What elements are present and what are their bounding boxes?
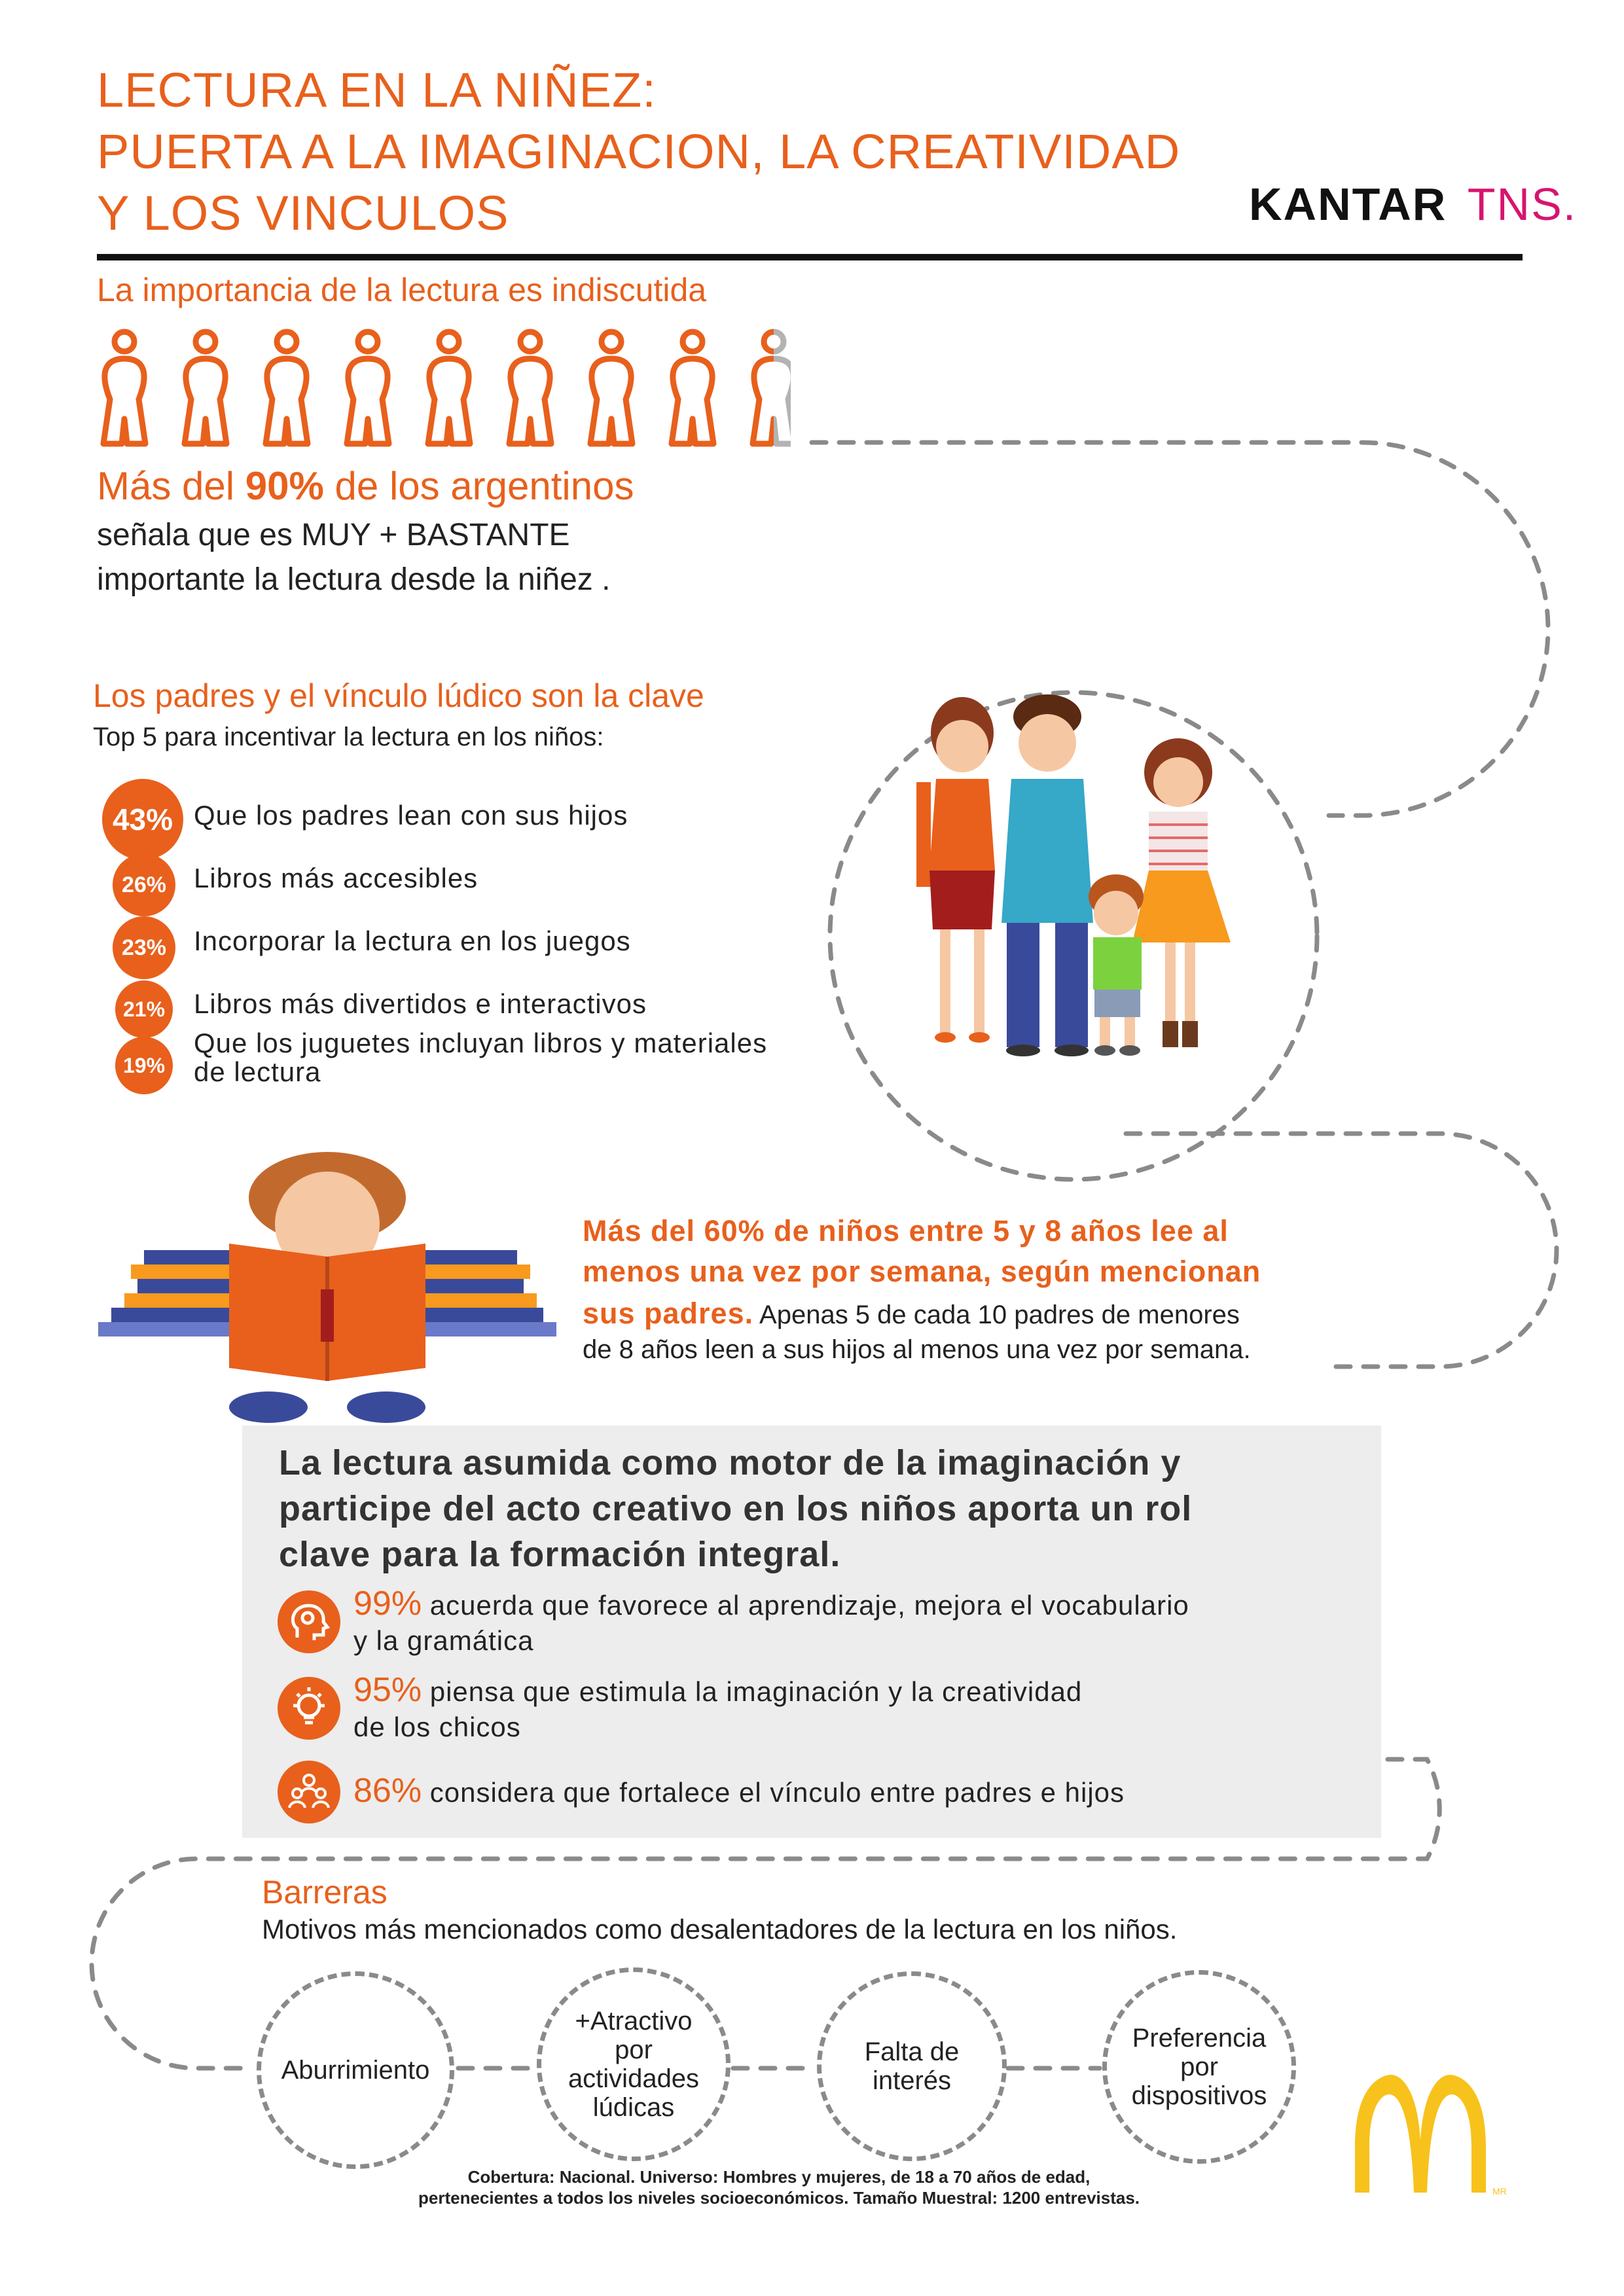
top5-pct-2: 26% xyxy=(113,853,175,916)
top5-label-2: Libros más accesibles xyxy=(194,863,478,893)
parents-subheading: Top 5 para incentivar la lectura en los niños: xyxy=(93,723,604,751)
head-brain-icon xyxy=(278,1590,340,1653)
title-line-2: PUERTA A LA IMAGINACION, LA CREATIVIDAD xyxy=(97,124,1181,179)
title-line-1: LECTURA EN LA NIÑEZ: xyxy=(97,63,657,117)
header-rule xyxy=(97,254,1523,260)
top5-pct-1: 43% xyxy=(102,779,183,860)
barriers-subheading: Motivos más mencionados como desalentadores de la lectura en los niños. xyxy=(262,1914,1178,1945)
family-illustration xyxy=(890,694,1257,1086)
mcdonalds-arches-logo xyxy=(1348,2068,1499,2199)
importance-stat: Más del 90% de los argentinos xyxy=(97,464,634,508)
motor-heading: La lectura asumida como motor de la imaginación y participe del acto creativo en los niños aporta un rol clave para la formación integral. xyxy=(279,1443,1193,1574)
child-reading-illustration xyxy=(98,1152,556,1427)
top5-pct-4: 21% xyxy=(115,980,173,1038)
top5-pct-5: 19% xyxy=(115,1037,173,1094)
barrier-atractivo: +Atractivo por actividades lúdicas xyxy=(537,1967,731,2161)
stat-99: 99% acuerda que favorece al aprendizaje, mejora el vocabulario y la gramática xyxy=(353,1585,1189,1656)
importance-heading: La importancia de la lectura es indiscutida xyxy=(97,272,707,308)
top5-label-4: Libros más divertidos e interactivos xyxy=(194,988,647,1019)
importance-line-2: señala que es MUY + BASTANTE xyxy=(97,518,570,552)
parents-heading: Los padres y el vínculo lúdico son la clave xyxy=(93,677,704,714)
top5-label-5: Que los juguetes incluyan libros y materiales de lectura xyxy=(194,1028,768,1087)
kantar-tns-logo xyxy=(1249,178,1577,230)
stat-86: 86% considera que fortalece el vínculo entre padres e hijos xyxy=(353,1772,1125,1810)
footnote: Cobertura: Nacional. Universo: Hombres y mujeres, de 18 a 70 años de edad, pertenecientes a todos los niveles socioeconómicos. Tamaño Muestral: 1200 entrevistas. xyxy=(418,2167,1140,2208)
barrier-falta-interes: Falta de interés xyxy=(817,1971,1007,2161)
title-line-3: Y LOS VINCULOS xyxy=(97,186,509,240)
children-normal-line-2: de 8 años leen a sus hijos al menos una vez por semana. xyxy=(583,1335,1251,1364)
people-icons-row xyxy=(97,327,791,452)
kantar-wordmark: KANTAR xyxy=(1249,179,1447,230)
importance-line-3: importante la lectura desde la niñez . xyxy=(97,562,611,597)
trademark-mark: MR xyxy=(1492,2186,1507,2197)
family-group-icon xyxy=(278,1761,340,1823)
barrier-dispositivos: Preferencia por dispositivos xyxy=(1102,1970,1296,2164)
top5-label-3: Incorporar la lectura en los juegos xyxy=(194,925,631,956)
lightbulb-icon xyxy=(278,1677,340,1740)
stat-95: 95% piensa que estimula la imaginación y la creatividad de los chicos xyxy=(353,1671,1083,1742)
tns-wordmark: TNS. xyxy=(1467,179,1578,230)
top5-pct-3: 23% xyxy=(113,916,175,979)
children-mixed-line: sus padres. Apenas 5 de cada 10 padres de menores xyxy=(583,1297,1240,1330)
importance-stat-value: 90% xyxy=(245,464,324,508)
top5-label-1: Que los padres lean con sus hijos xyxy=(194,800,628,831)
barriers-heading: Barreras xyxy=(262,1874,388,1910)
children-bold-text: Más del 60% de niños entre 5 y 8 años lee al menos una vez por semana, según mencionan xyxy=(583,1214,1261,1288)
barrier-aburrimiento: Aburrimiento xyxy=(257,1971,454,2169)
